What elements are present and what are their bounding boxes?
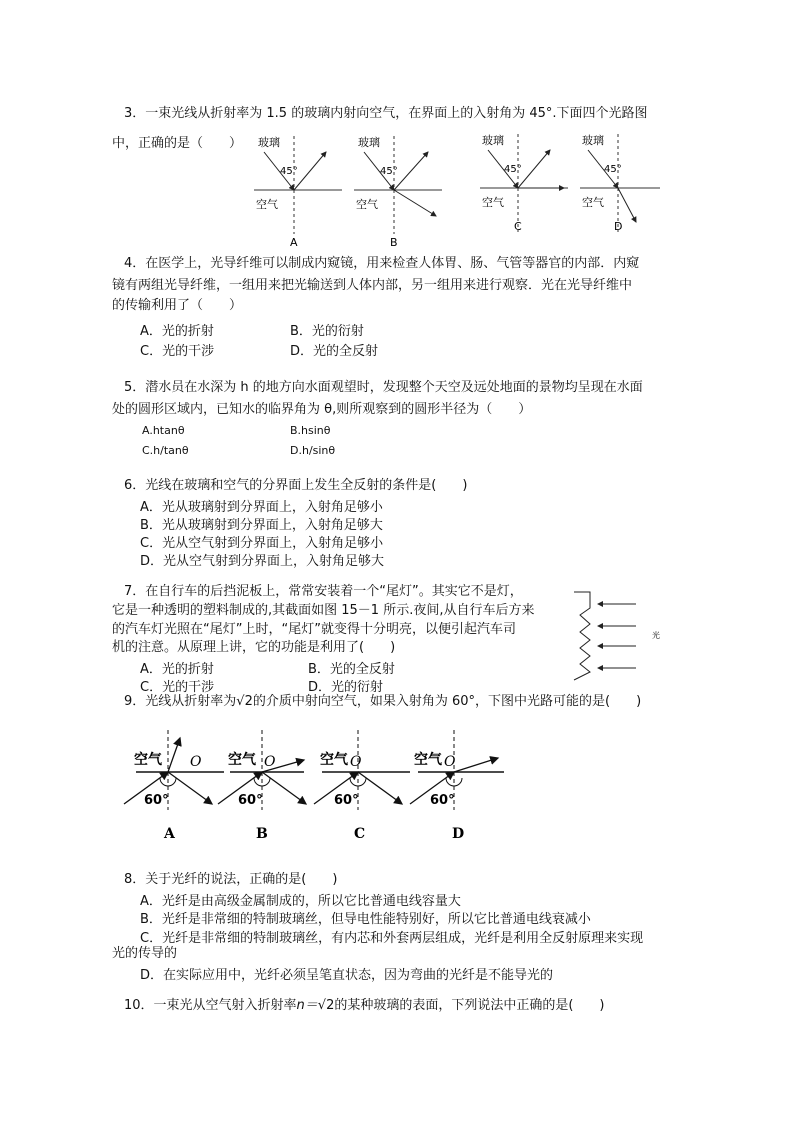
q9-figure-b [218,730,306,842]
q9-figure-c [314,730,410,842]
q9-origin-label: O [190,754,202,770]
q9-origin-label: O [350,754,362,770]
q9-sqrt2: √2 [236,694,253,709]
q9-angle-label: 60° [334,793,359,808]
q3-figure-letter: D [614,220,623,233]
q9-air-label: 空气 [414,752,442,768]
q9-figure-letter: D [452,826,465,842]
q8-option-b[interactable]: B．光纤是非常细的特制玻璃丝，但导电性能特别好，所以它比普通电线衰减小 [140,912,591,927]
q3-glass-label: 玻璃 [358,136,380,149]
q3-air-label: 空气 [582,196,604,209]
q8-option-c-cont: 光的传导的 [112,946,178,961]
q9-figure-letter: A [164,826,175,842]
q4-option-a[interactable]: A．光的折射 [140,324,214,339]
q5-option-b[interactable]: B.hsinθ [290,424,331,437]
q4-stem-line3: 的传输利用了（ ） [112,298,243,313]
q8-stem: 8．关于光纤的说法，正确的是( ) [124,872,338,887]
q3-glass-label: 玻璃 [258,136,280,149]
q3-figure-letter: A [290,236,298,249]
q6-option-a[interactable]: A．光从玻璃射到分界面上，入射角足够小 [140,500,383,515]
q7-option-a[interactable]: A．光的折射 [140,662,214,677]
q3-glass-label: 玻璃 [582,134,604,147]
q3-angle-label: 45° [280,166,298,177]
q9-origin-label: O [264,754,276,770]
q4-stem-line2: 镜有两组光导纤维，一组用来把光输送到人体内部，另一组用来进行观察．光在光导纤维中 [112,278,633,293]
q10-stem-b: 的某种玻璃的表面，下列说法中正确的是( ) [334,998,605,1013]
q10-n-equals: n＝ [296,998,318,1013]
q5-option-c[interactable]: C.h/tanθ [142,444,189,457]
q9-figure-letter: C [354,826,366,842]
q9-stem [124,694,641,710]
q9-angle-label: 60° [430,793,455,808]
q4-option-b[interactable]: B．光的衍射 [290,324,364,339]
q4-option-c[interactable]: C．光的干涉 [140,344,215,359]
q7-light-label: 光 [652,631,660,640]
q9-figure-a [124,730,224,842]
q8-option-c[interactable]: C．光纤是非常细的特制玻璃丝，有内芯和外套两层组成，光纤是利用全反射原理来实现 [140,931,644,946]
q3-angle-label: 45° [504,164,522,175]
q9-air-label: 空气 [134,752,162,768]
q8-option-d[interactable]: D．在实际应用中，光纤必须呈笔直状态，因为弯曲的光纤是不能导光的 [140,968,554,983]
q3-stem-line2: 中，正确的是（ ） [112,136,243,151]
q5-stem-line1: 5．潜水员在水深为 h 的地方向水面观望时，发现整个天空及远处地面的景物均呈现在水面 [124,380,643,395]
q7-taillight-figure [570,588,670,684]
q3-air-label: 空气 [256,198,278,211]
q3-air-label: 空气 [482,196,504,209]
q9-figure-d [410,730,504,842]
q9-air-label: 空气 [320,752,348,768]
q9-stem-a: 9．光线从折射率为 [124,694,237,709]
q7-stem-line1: 7．在自行车的后挡泥板上，常常安装着一个“尾灯”。其实它不是灯， [124,584,523,599]
q9-angle-label: 60° [238,793,263,808]
q3-figure-a [250,132,350,250]
q6-option-c[interactable]: C．光从空气射到分界面上，入射角足够小 [140,536,384,551]
q3-figure-letter: C [514,220,522,233]
q7-stem-line3: 的汽车灯光照在“尾灯”上时，“尾灯”就变得十分明亮，以便引起汽车司 [112,622,516,637]
q3-angle-label: 45° [604,164,622,175]
q3-angle-label: 45° [380,166,398,177]
q7-option-d[interactable]: D．光的衍射 [308,680,384,695]
q3-figure-b [350,132,450,250]
q8-option-a[interactable]: A．光纤是由高级金属制成的，所以它比普通电线容量大 [140,894,461,909]
q9-origin-label: O [444,754,456,770]
q3-glass-label: 玻璃 [482,134,504,147]
q3-figure-d [576,130,676,248]
q7-stem-line4: 机的注意。从原理上讲，它的功能是利用了( ) [112,640,396,655]
q7-option-b[interactable]: B．光的全反射 [308,662,395,677]
q7-option-c[interactable]: C．光的干涉 [140,680,215,695]
q6-option-d[interactable]: D．光从空气射到分界面上，入射角足够大 [140,554,385,569]
q4-stem-line1: 4．在医学上，光导纤维可以制成内窥镜，用来检查人体胃、肠、气管等器官的内部．内窥 [124,256,640,271]
q5-option-d[interactable]: D.h/sinθ [290,444,336,457]
q3-figure-letter: B [390,236,398,249]
q3-figure-c [476,130,576,248]
q9-air-label: 空气 [228,752,256,768]
q6-option-b[interactable]: B．光从玻璃射到分界面上，入射角足够大 [140,518,383,533]
q9-stem-b: 的介质中射向空气，如果入射角为 60°，下图中光路可能的是( ) [252,694,642,709]
q9-figure-letter: B [256,826,268,842]
q9-figures [118,730,518,845]
q6-stem: 6．光线在玻璃和空气的分界面上发生全反射的条件是( ) [124,478,468,493]
q10-sqrt2: √2 [317,998,335,1013]
q5-option-a[interactable]: A.htanθ [142,424,185,437]
q5-stem-line2: 处的圆形区域内，已知水的临界角为 θ,则所观察到的圆形半径为（ ） [112,402,532,417]
q7-stem-line2: 它是一种透明的塑料制成的,其截面如图 15－1 所示.夜间,从自行车后方来 [112,603,535,618]
q10-stem-a: 10．一束光从空气射入折射率 [124,998,297,1013]
q3-stem-line1: 3．一束光线从折射率为 1.5 的玻璃内射向空气，在界面上的入射角为 45°.下面四个光路图 [124,106,648,121]
q9-angle-label: 60° [144,793,169,808]
q10-stem [124,998,605,1014]
q3-air-label: 空气 [356,198,378,211]
q4-option-d[interactable]: D．光的全反射 [290,344,379,359]
